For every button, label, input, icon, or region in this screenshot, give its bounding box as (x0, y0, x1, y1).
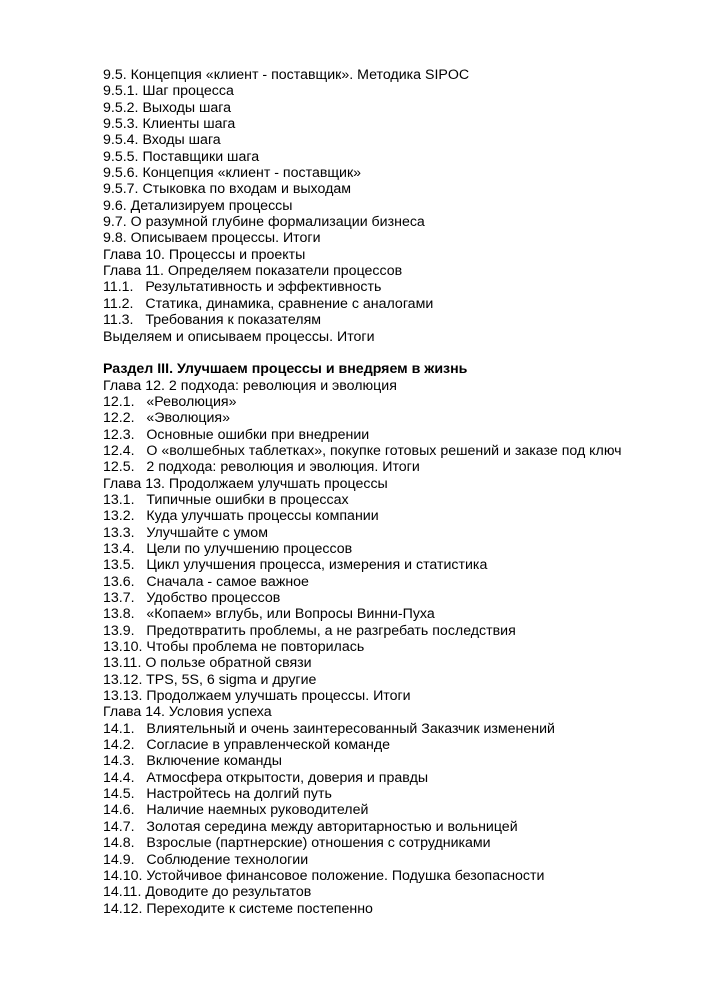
toc-entry: 14.10. Устойчивое финансовое положение. Подушка безопасности (103, 867, 545, 884)
toc-entry: 9.7. О разумной глубине формализации бизнеса (103, 214, 425, 231)
toc-entry: 14.8. Взрослые (партнерские) отношения с сотрудниками (103, 835, 491, 852)
toc-entry: 14.9. Соблюдение технологии (103, 851, 309, 868)
toc-entry: 13.12. TPS, 5S, 6 sigma и другие (103, 671, 317, 688)
toc-entry: 13.8. «Копаем» вглубь, или Вопросы Винни-Пуха (103, 606, 435, 623)
toc-entry: 14.12. Переходите к системе постепенно (103, 900, 373, 917)
toc-entry: 9.5.2. Выходы шага (103, 99, 232, 116)
toc-entry: 11.3. Требования к показателям (103, 312, 322, 329)
table-of-contents (103, 67, 693, 917)
toc-entry: 12.2. «Эволюция» (103, 410, 230, 427)
toc-entry: 13.13. Продолжаем улучшать процессы. Итоги (103, 688, 411, 705)
toc-entry: 14.3. Включение команды (103, 753, 282, 770)
toc-entry: 13.2. Куда улучшать процессы компании (103, 508, 379, 525)
toc-entry: 13.11. О пользе обратной связи (103, 655, 312, 672)
toc-entry: 13.5. Цикл улучшения процесса, измерения и статистика (103, 557, 488, 574)
toc-entry: Выделяем и описываем процессы. Итоги (103, 328, 375, 345)
toc-entry: Глава 13. Продолжаем улучшать процессы (103, 475, 388, 492)
section-heading: Раздел III. Улучшаем процессы и внедряем в жизнь (103, 361, 468, 378)
toc-entry: 14.1. Влиятельный и очень заинтересованный Заказчик изменений (103, 720, 555, 737)
toc-entry: 9.6. Детализируем процессы (103, 197, 293, 214)
toc-entry: 9.5.6. Концепция «клиент - поставщик» (103, 165, 362, 182)
toc-entry: Глава 11. Определяем показатели процессов (103, 263, 403, 280)
toc-entry: 13.7. Удобство процессов (103, 590, 281, 606)
toc-entry: 14.4. Атмосфера открытости, доверия и правды (103, 769, 429, 786)
toc-entry: 14.5. Настройтесь на долгий путь (103, 786, 332, 803)
toc-entry: 9.5.3. Клиенты шага (103, 116, 236, 133)
toc-entry: 14.6. Наличие наемных руководителей (103, 802, 369, 819)
toc-entry: 13.10. Чтобы проблема не повторилась (103, 639, 365, 656)
toc-entry: 13.9. Предотвратить проблемы, а не разгребать последствия (103, 622, 516, 639)
toc-entry: 12.3. Основные ошибки при внедрении (103, 426, 370, 443)
toc-entry: 13.1. Типичные ошибки в процессах (103, 491, 349, 508)
toc-entry: 9.5.1. Шаг процесса (103, 83, 234, 100)
toc-entry: 11.2. Статика, динамика, сравнение с аналогами (103, 295, 434, 312)
toc-entry: 12.4. О «волшебных таблетках», покупке готовых решений и заказе под ключ (103, 442, 622, 459)
toc-entry: 13.4. Цели по улучшению процессов (103, 540, 353, 557)
toc-entry: 9.5. Концепция «клиент - поставщик». Методика SIPOC (103, 67, 470, 83)
toc-entry: 14.11. Доводите до результатов (103, 884, 312, 901)
toc-entry: Глава 14. Условия успеха (103, 704, 272, 721)
toc-entry: 13.3. Улучшайте с умом (103, 524, 268, 541)
toc-entry: 11.1. Результативность и эффективность (103, 279, 382, 296)
toc-entry: 12.1. «Революция» (103, 393, 237, 410)
toc-entry: 9.8. Описываем процессы. Итоги (103, 230, 321, 247)
toc-entry: Глава 10. Процессы и проекты (103, 246, 306, 263)
toc-entry: 13.6. Сначала - самое важное (103, 573, 309, 590)
toc-entry: 9.5.7. Стыковка по входам и выходам (103, 181, 351, 198)
toc-entry: 9.5.4. Входы шага (103, 132, 221, 149)
toc-entry: 12.5. 2 подхода: революция и эволюция. Итоги (103, 459, 420, 476)
blank-line (103, 345, 693, 361)
toc-entry: 9.5.5. Поставщики шага (103, 148, 260, 165)
toc-entry: 14.2. Согласие в управленческой команде (103, 737, 391, 754)
toc-entry: 14.7. Золотая середина между авторитарностью и вольницей (103, 818, 518, 835)
toc-entry: Глава 12. 2 подхода: революция и эволюция (103, 377, 397, 394)
